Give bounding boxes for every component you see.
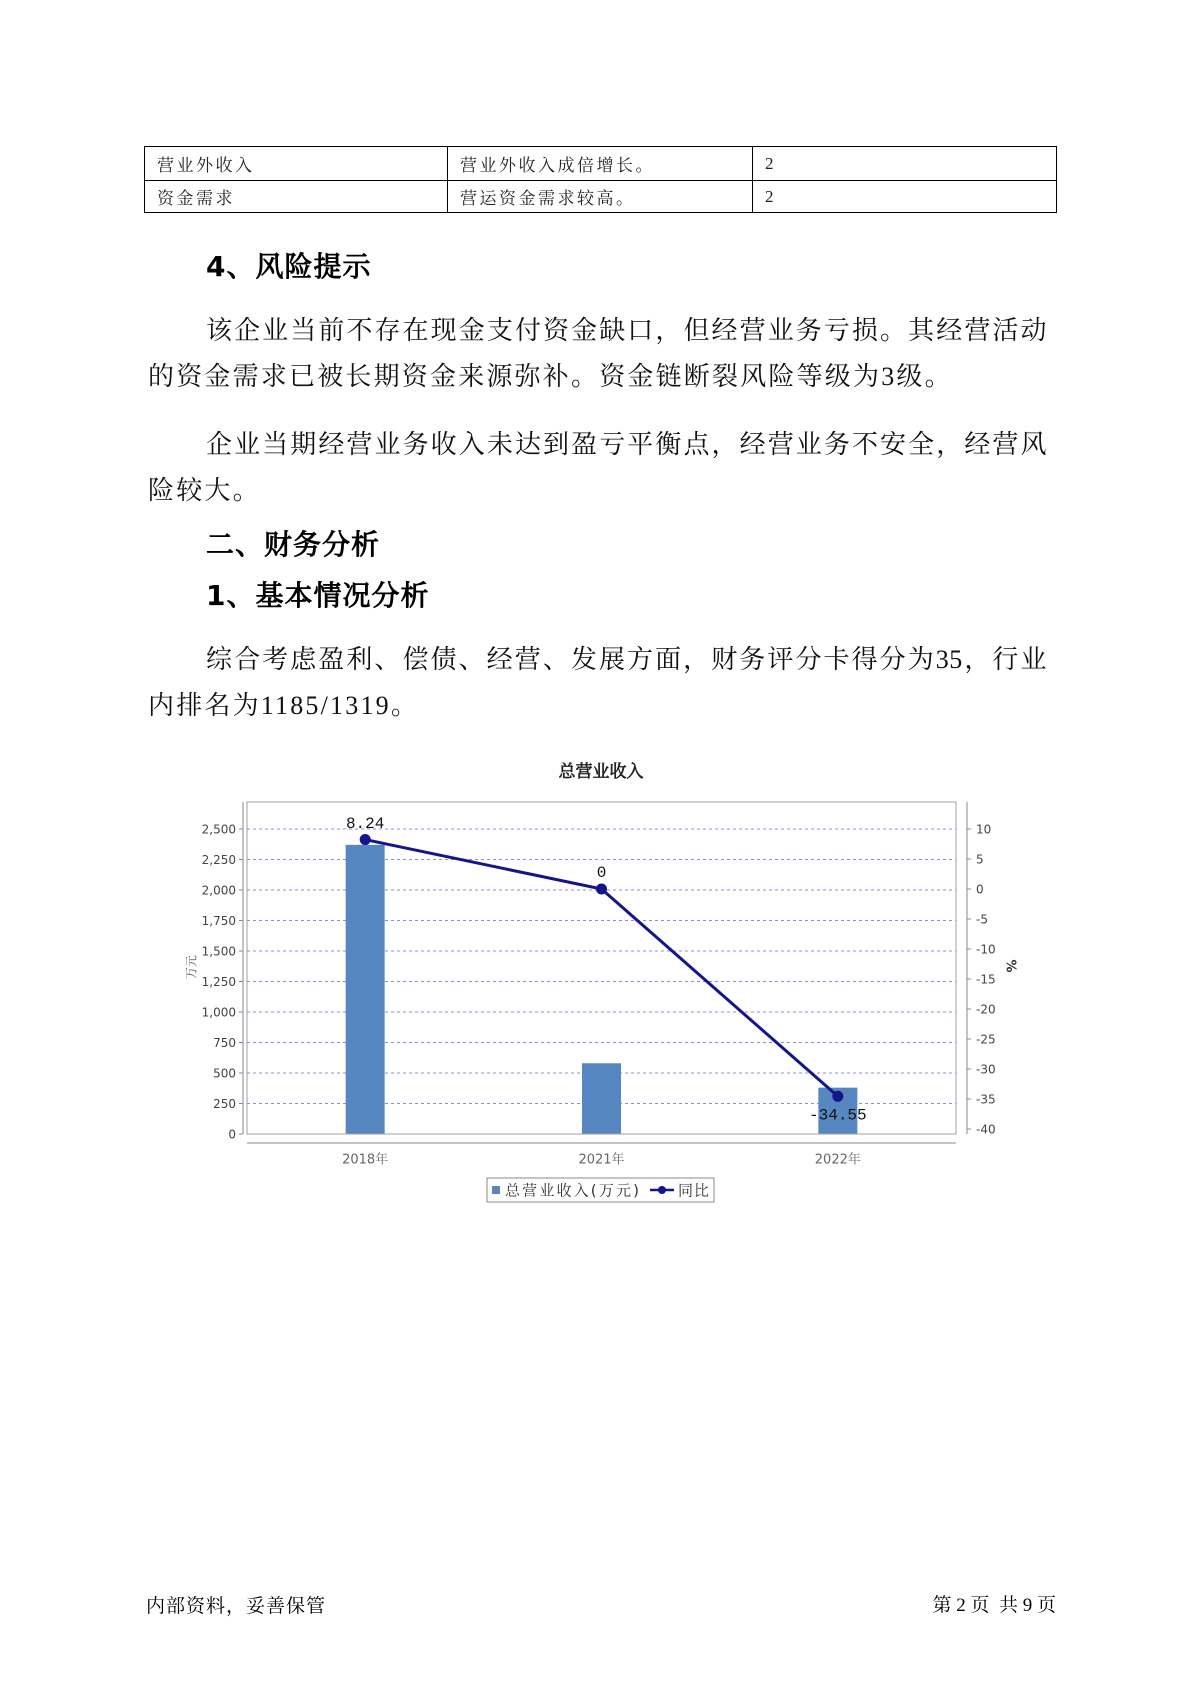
y-tick-label: 500 — [213, 1066, 236, 1081]
risk-paragraph — [148, 422, 1047, 514]
x-tick-label: 2022年 — [814, 1152, 861, 1168]
basic-analysis-paragraph — [148, 637, 1047, 729]
chart-title: 总营业收入 — [558, 762, 644, 782]
y2-tick-label: -30 — [976, 1062, 996, 1077]
finance-heading: 二、财务分析 — [206, 528, 381, 561]
paragraph-line: 内排名为1185/1319。 — [148, 691, 420, 720]
risk-table — [144, 146, 1057, 213]
basic-analysis-heading: 1、基本情况分析 — [206, 579, 430, 612]
y-tick-label: 2,500 — [201, 822, 236, 837]
revenue-bar — [346, 845, 385, 1134]
risk-paragraph — [148, 308, 1047, 400]
risk-heading: 4、风险提示 — [206, 250, 372, 283]
y2-tick-label: 5 — [976, 852, 984, 867]
paragraph-line: 企业当期经营业务收入未达到盈亏平衡点，经营业务不安全，经营风 — [206, 430, 1047, 459]
paragraph-line: 险较大。 — [148, 476, 261, 505]
paragraph-line: 该企业当前不存在现金支付资金缺口，但经营业务亏损。其经营活动 — [206, 316, 1047, 345]
risk-description-cell: 营运资金需求较高。 — [448, 181, 753, 213]
table-row — [145, 147, 1057, 181]
y2-tick-label: -40 — [976, 1122, 996, 1137]
y2-tick-label: -15 — [976, 972, 996, 987]
legend-bar-label: 总营业收入(万元) — [505, 1181, 639, 1200]
y-tick-label: 250 — [213, 1097, 236, 1111]
footer-page-number: 第 2 页 共 9 页 — [932, 1595, 1056, 1616]
y-tick-label: 750 — [213, 1036, 236, 1050]
y-tick-label: 1,500 — [201, 944, 236, 959]
y-tick-label: 2,000 — [201, 883, 236, 898]
y-axis-label: 万元 — [184, 954, 199, 980]
y-tick-label: 0 — [228, 1127, 236, 1142]
x-tick-label: 2018年 — [342, 1152, 389, 1168]
x-tick-label: 2021年 — [578, 1152, 625, 1168]
paragraph-line: 综合考虑盈利、偿债、经营、发展方面，财务评分卡得分为35，行业 — [206, 645, 1047, 674]
revenue-bar — [582, 1063, 621, 1134]
y-tick-label: 1,000 — [201, 1005, 236, 1020]
y-tick-label: 1,250 — [201, 975, 236, 989]
y2-axis-label: % — [1002, 959, 1018, 973]
y2-tick-label: -25 — [976, 1032, 996, 1047]
yoy-point — [360, 834, 371, 845]
y2-tick-label: 10 — [976, 822, 992, 837]
legend-line-marker — [658, 1186, 666, 1194]
risk-item-cell: 资金需求 — [145, 181, 448, 213]
yoy-point — [832, 1091, 843, 1102]
y-tick-label: 2,250 — [201, 853, 236, 867]
risk-item-cell: 营业外收入 — [145, 147, 448, 181]
yoy-data-label: 0 — [596, 864, 607, 883]
risk-level-cell: 2 — [753, 147, 1057, 181]
risk-description-cell: 营业外收入成倍增长。 — [448, 147, 753, 181]
y2-tick-label: -5 — [976, 912, 988, 927]
paragraph-line: 的资金需求已被长期资金来源弥补。资金链断裂风险等级为3级。 — [148, 362, 953, 391]
legend-bar-swatch — [492, 1186, 500, 1194]
y2-tick-label: -20 — [976, 1002, 996, 1017]
yoy-data-label: -34.55 — [809, 1106, 867, 1125]
revenue-chart — [0, 750, 1191, 1220]
legend-line-label: 同比 — [678, 1181, 709, 1200]
y2-tick-label: -10 — [976, 942, 996, 957]
y-tick-label: 1,750 — [201, 914, 236, 928]
yoy-data-label: 8.24 — [345, 814, 385, 833]
yoy-point — [596, 884, 607, 895]
risk-level-cell: 2 — [753, 181, 1057, 213]
y2-tick-label: 0 — [976, 882, 984, 897]
chart-legend — [487, 1178, 714, 1202]
table-row — [145, 181, 1057, 213]
footer-confidential-note: 内部资料，妥善保管 — [146, 1595, 327, 1617]
y2-tick-label: -35 — [976, 1092, 996, 1107]
